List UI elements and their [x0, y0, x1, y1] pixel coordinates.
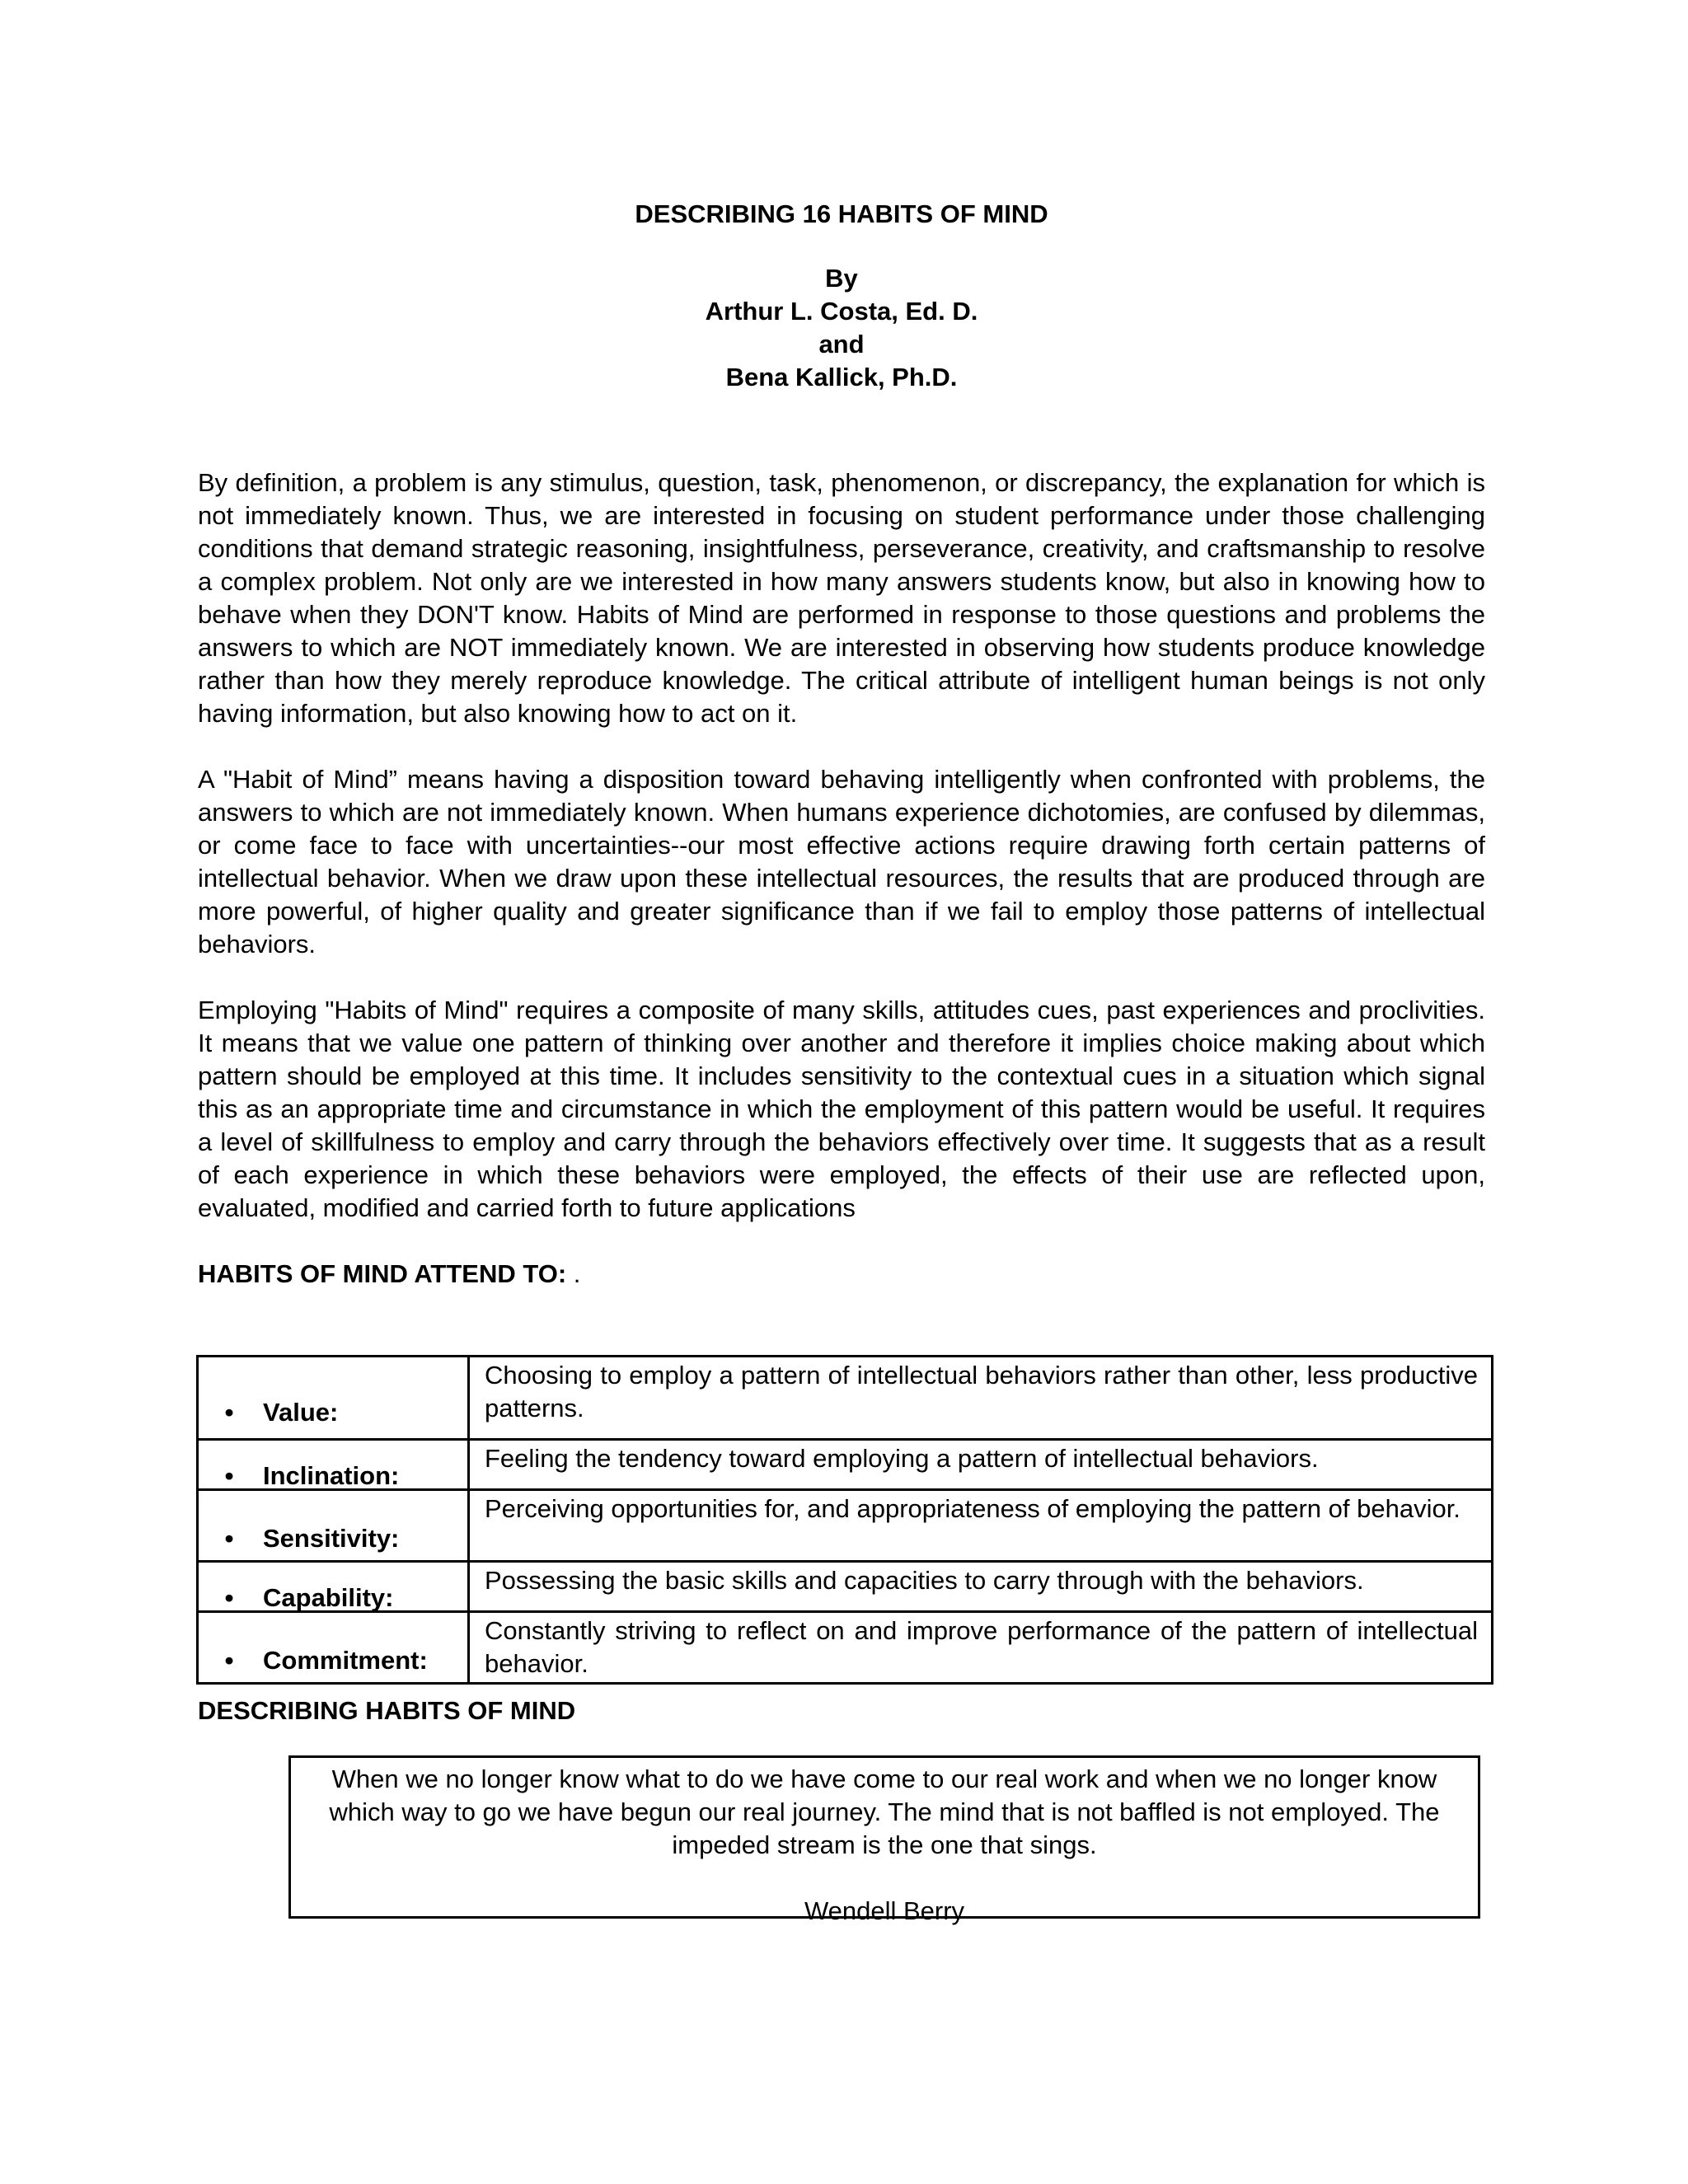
row-label-cell [198, 1612, 469, 1684]
paragraph-habit-of-mind: A "Habit of Mind” means having a disposition toward behaving intelligently when confronted with problems, the answers to which are not immediately known. When humans experience dichotomies, are confused by dilemmas, or come face to face with uncertainties--our most effective actions require drawing forth certain patterns of intellectual behavior. When we draw upon these intellectual resources, the results that are produced through are more powerful, of higher quality and greater significance than if we fail to employ those patterns of intellectual behaviors. [198, 765, 1485, 958]
row-label: Capability: [263, 1583, 394, 1612]
bullet-icon: • [224, 1583, 234, 1612]
table-row-sensitivity [198, 1490, 1493, 1562]
row-label: Commitment: [263, 1646, 428, 1675]
describing-heading: DESCRIBING HABITS OF MIND [198, 1696, 576, 1725]
habits-attend-table [196, 1355, 1493, 1685]
document-body [198, 198, 1485, 1291]
quote-author: Wendell Berry [804, 1896, 965, 1925]
author-costa: Arthur L. Costa, Ed. D. [705, 297, 978, 326]
table-row-value [198, 1357, 1493, 1440]
attend-heading-text: HABITS OF MIND ATTEND TO: [198, 1259, 567, 1288]
table-row-commitment [198, 1612, 1493, 1684]
bullet-icon: • [224, 1461, 234, 1490]
row-label: Inclination: [263, 1461, 400, 1490]
bullet-icon: • [224, 1646, 234, 1675]
row-description: Possessing the basic skills and capacities to carry through with the behaviors. [469, 1562, 1493, 1612]
paragraph-definition: By definition, a problem is any stimulus, question, task, phenomenon, or discrepancy, the explanation for which is not immediately known. Thus, we are interested in focusing on student performance under those challenging conditions that demand strategic reasoning, insightfulness, perseverance, creativity, and craftsmanship to resolve a complex problem. Not only are we interested in how many answers students know, but also in knowing how to behave when they DON'T know. Habits of Mind are performed in response to those questions and problems the answers to which are NOT immediately known. We are interested in observing how students produce knowledge rather than how they merely reproduce knowledge. The critical attribute of intelligent human beings is not only having information, but also knowing how to act on it. [198, 468, 1485, 728]
document-title: DESCRIBING 16 HABITS OF MIND [635, 199, 1048, 228]
attend-heading-suffix: . [566, 1259, 581, 1288]
author-kallick: Bena Kallick, Ph.D. [725, 363, 958, 391]
byline [198, 262, 1485, 394]
table-row-capability [198, 1562, 1493, 1612]
table-row-inclination [198, 1440, 1493, 1490]
row-description: Choosing to employ a pattern of intellectual behaviors rather than other, less productive patterns. [469, 1357, 1493, 1440]
row-label-cell [198, 1440, 469, 1490]
row-label-cell [198, 1490, 469, 1562]
byline-by: By [825, 264, 858, 293]
quote-box [288, 1755, 1480, 1925]
attend-heading [198, 1258, 1485, 1291]
row-label: Sensitivity: [263, 1524, 400, 1553]
row-description: Constantly striving to reflect on and improve performance of the pattern of intellectual behavior. [469, 1612, 1493, 1684]
bullet-icon: • [224, 1398, 234, 1427]
byline-and: and [818, 330, 865, 359]
bullet-icon: • [224, 1524, 234, 1553]
row-label: Value: [263, 1398, 339, 1427]
row-label-cell [198, 1562, 469, 1612]
row-description: Feeling the tendency toward employing a pattern of intellectual behaviors. [469, 1440, 1493, 1490]
row-label-cell [198, 1357, 469, 1440]
row-description: Perceiving opportunities for, and appropriateness of employing the pattern of behavior. [469, 1490, 1493, 1562]
paragraph-employing-habits: Employing "Habits of Mind" requires a composite of many skills, attitudes cues, past experiences and proclivities. It means that we value one pattern of thinking over another and therefore it implies choice making about which pattern should be employed at this time. It includes sensitivity to the contextual cues in a situation which signal this as an appropriate time and circumstance in which the employment of this pattern would be useful. It requires a level of skillfulness to employ and carry through the behaviors effectively over time. It suggests that as a result of each experience in which these behaviors were employed, the effects of their use are reflected upon, evaluated, modified and carried forth to future applications [198, 996, 1485, 1222]
quote-text: When we no longer know what to do we have come to our real work and when we no longer know which way to go we have begun our real journey. The mind that is not baffled is not employed. The impeded stream is the one that sings. [329, 1765, 1440, 1859]
